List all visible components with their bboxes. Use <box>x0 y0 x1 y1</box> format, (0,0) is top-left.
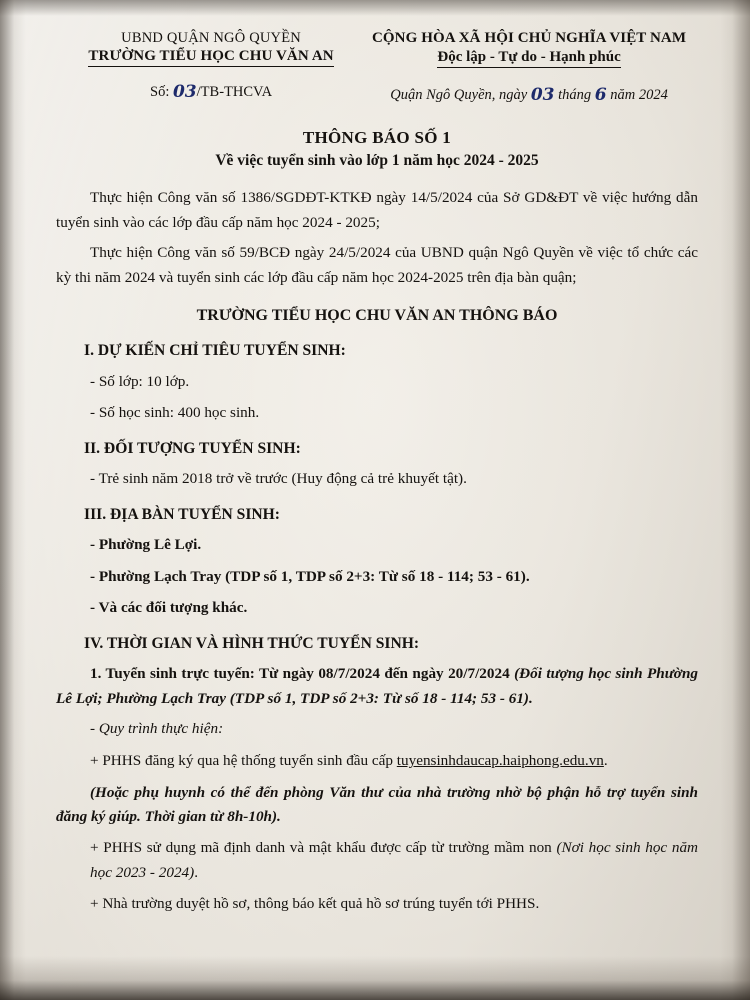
online-admission-scope: (Đối tượng học sinh Phường Lê Lợi; Phường Lạch Tray (TDP số 1, TDP số 2+3: Từ số 18 - 114; 53 - 61). <box>56 665 698 707</box>
paper-edge-left <box>0 0 26 1000</box>
date-prefix: Quận Ngô Quyền, ngày <box>390 87 531 103</box>
section-1-item-2: - Số học sinh: 400 học sinh. <box>90 404 260 422</box>
section-3-item-2: - Phường Lạch Tray (TDP số 1, TDP số 2+3: Từ số 18 - 114; 53 - 61). <box>90 567 530 585</box>
date-day: 03 <box>530 85 555 105</box>
announcement-heading: TRƯỜNG TIỂU HỌC CHU VĂN AN THÔNG BÁO <box>196 306 558 324</box>
process-step-3: + Nhà trường duyệt hồ sơ, thông báo kết quả hồ sơ trúng tuyển tới PHHS. <box>90 895 540 913</box>
document-title-block <box>56 128 698 170</box>
process-step-1-end: . <box>603 752 608 770</box>
process-step-1-text: + PHHS đăng ký qua hệ thống tuyển sinh đầu cấp <box>90 752 397 770</box>
document-number-prefix: Số: <box>150 84 173 100</box>
process-step-1 <box>56 749 698 774</box>
national-motto <box>360 49 698 68</box>
document-number-value: 03 <box>172 82 197 102</box>
process-label: - Quy trình thực hiện: <box>90 720 224 738</box>
preamble-paragraph-2: Thực hiện Công văn số 59/BCĐ ngày 24/5/2024 của UBND quận Ngô Quyền về việc tổ chức các kỳ thi năm 2024 và tuyển sinh các lớp đầu cấp năm học 2024-2025 trên địa bàn quận; <box>56 244 698 286</box>
authority-parent: UBND QUẬN NGÔ QUYỀN <box>121 30 301 46</box>
paper-edge-right <box>720 0 750 1000</box>
document-number-suffix: /TB-THCVA <box>196 84 273 100</box>
section-3-item-3: - Và các đối tượng khác. <box>90 599 248 617</box>
place-date-line <box>360 84 698 104</box>
date-mid: tháng <box>554 87 595 103</box>
national-heading-block <box>360 30 698 104</box>
preamble-paragraph-1: Thực hiện Công văn số 1386/SGDĐT-KTKĐ ngày 14/5/2024 của Sở GD&ĐT về việc hướng dẫn tuyển sinh vào các lớp đầu cấp năm học 2024 - 2025; <box>56 189 698 231</box>
document-body <box>56 186 698 917</box>
section-3-item-1: - Phường Lê Lợi. <box>90 536 202 554</box>
section-4-item-1 <box>56 662 698 711</box>
process-step-2-end: . <box>194 863 198 881</box>
section-3-heading: III. ĐỊA BÀN TUYỂN SINH: <box>84 505 280 523</box>
admission-portal-link[interactable]: tuyensinhdaucap.haiphong.edu.vn <box>396 752 604 770</box>
process-step-2 <box>56 836 698 885</box>
date-suffix: năm 2024 <box>606 87 668 103</box>
national-title: CỘNG HÒA XÃ HỘI CHỦ NGHĨA VIỆT NAM <box>371 30 687 46</box>
authority-school <box>62 48 360 67</box>
page-title: THÔNG BÁO SỐ 1 <box>302 128 452 147</box>
date-month: 6 <box>594 85 607 105</box>
paper-edge-top <box>0 0 750 16</box>
paper-edge-bottom <box>0 956 750 1000</box>
national-motto-text: Độc lập - Tự do - Hạnh phúc <box>437 49 620 68</box>
section-2-item-1: - Trẻ sinh năm 2018 trở về trước (Huy động cả trẻ khuyết tật). <box>90 470 467 488</box>
section-1-item-1: - Số lớp: 10 lớp. <box>90 372 190 390</box>
document-header <box>56 30 698 104</box>
issuing-authority-block <box>56 30 360 101</box>
online-admission-label: 1. Tuyển sinh trực tuyến <box>90 665 250 683</box>
section-2-heading: II. ĐỐI TƯỢNG TUYỂN SINH: <box>84 439 301 457</box>
document-number-line <box>62 81 360 101</box>
section-1-heading: I. DỰ KIẾN CHỈ TIÊU TUYỂN SINH: <box>84 342 346 360</box>
section-4-heading: IV. THỜI GIAN VÀ HÌNH THỨC TUYỂN SINH: <box>84 634 420 652</box>
process-note: (Hoặc phụ huynh có thể đến phòng Văn thư của nhà trường nhờ bộ phận hỗ trợ tuyển sinh đăng ký giúp. Thời gian từ 8h-10h). <box>56 783 698 826</box>
page-subtitle: Về việc tuyển sinh vào lớp 1 năm học 2024 - 2025 <box>215 152 539 169</box>
process-step-2-text: + PHHS sử dụng mã định danh và mật khẩu được cấp từ trường mầm non <box>90 838 557 856</box>
online-admission-dates: : Từ ngày 08/7/2024 đến ngày 20/7/2024 <box>249 665 515 683</box>
process-step-2-note: (Nơi học sinh học năm học 2023 - 2024) <box>90 838 699 881</box>
authority-school-text: TRƯỜNG TIỂU HỌC CHU VĂN AN <box>88 48 333 67</box>
